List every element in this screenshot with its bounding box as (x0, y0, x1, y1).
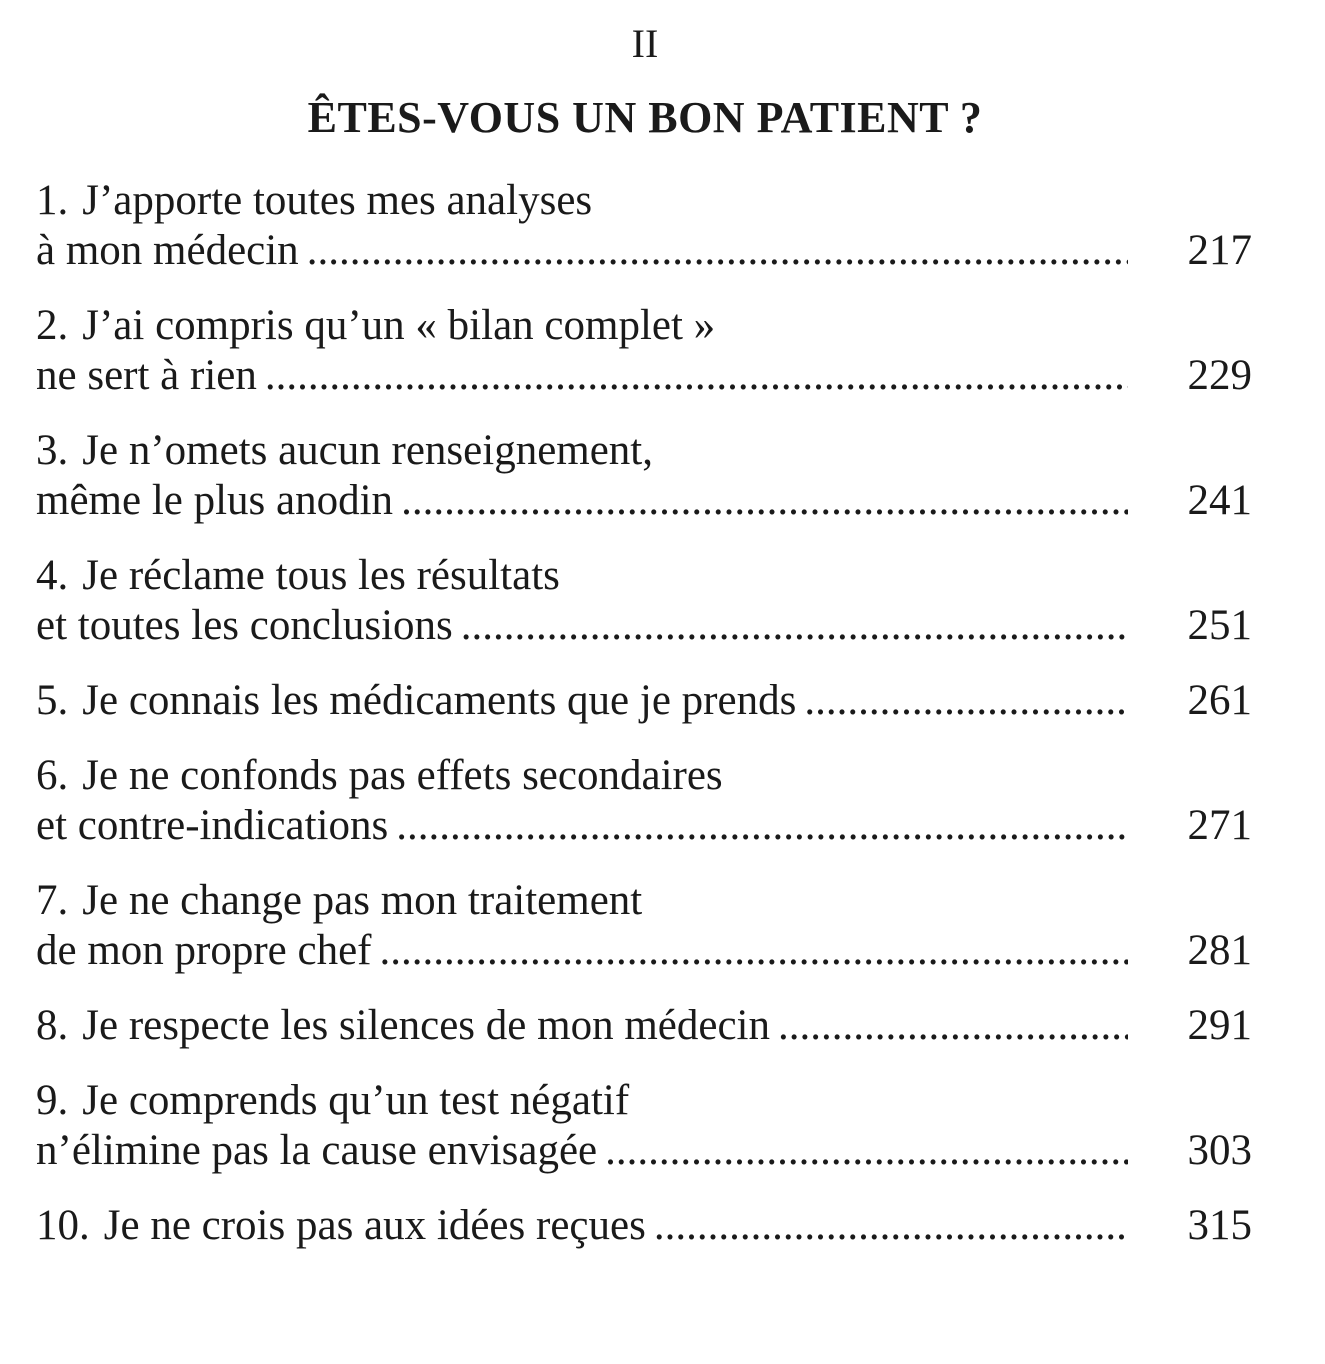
toc-entry-6[interactable] (36, 751, 1252, 876)
entry-title-line1: J’apporte toutes mes analyses (82, 177, 593, 224)
entry-title-line1: Je ne crois pas aux idées reçues (103, 1202, 646, 1249)
entry-number: 1. (36, 177, 69, 224)
toc-entry-8[interactable] (36, 1001, 1252, 1076)
dot-leader (778, 1001, 1128, 1051)
dot-leader (654, 1201, 1128, 1251)
entry-number: 3. (36, 427, 69, 474)
dot-leader (265, 351, 1128, 401)
entry-title-line1: Je ne change pas mon traitement (82, 877, 643, 924)
entry-number: 5. (36, 677, 69, 724)
entry-page-number: 241 (1187, 477, 1252, 524)
toc-entry-10[interactable] (36, 1201, 1252, 1276)
toc-entry-4[interactable] (36, 551, 1252, 676)
entry-number: 7. (36, 877, 69, 924)
entry-page-number: 217 (1187, 227, 1252, 274)
entry-page-number: 291 (1187, 1002, 1252, 1049)
entry-page-number: 281 (1187, 927, 1252, 974)
toc-entry-1[interactable] (36, 176, 1252, 301)
entry-title-line2: n’élimine pas la cause envisagée (36, 1127, 598, 1174)
entry-number: 10. (36, 1202, 90, 1249)
entry-title-line2: et toutes les conclusions (36, 602, 453, 649)
entry-title-line1: Je comprends qu’un test négatif (82, 1077, 630, 1124)
entry-title-line1: J’ai compris qu’un « bilan complet » (82, 302, 716, 349)
entry-title-line2: de mon propre chef (36, 927, 372, 974)
part-title: ÊTES-VOUS UN BON PATIENT ? (307, 93, 983, 142)
entry-number: 9. (36, 1077, 69, 1124)
entry-title-line1: Je n’omets aucun renseignement, (82, 427, 654, 474)
entry-title-line1: Je respecte les silences de mon médecin (82, 1002, 770, 1049)
entry-number: 2. (36, 302, 69, 349)
entry-number: 4. (36, 552, 69, 599)
toc-entry-3[interactable] (36, 426, 1252, 551)
entry-title-line1: Je réclame tous les résultats (82, 552, 560, 599)
entry-page-number: 229 (1187, 352, 1252, 399)
entry-page-number: 261 (1187, 677, 1252, 724)
entry-number: 8. (36, 1002, 69, 1049)
toc-entry-5[interactable] (36, 676, 1252, 751)
entry-page-number: 303 (1187, 1127, 1252, 1174)
entry-title-line2: et contre-indications (36, 802, 389, 849)
entry-title-line2: ne sert à rien (36, 352, 257, 399)
entry-page-number: 315 (1187, 1202, 1252, 1249)
dot-leader (401, 476, 1128, 526)
toc-entry-9[interactable] (36, 1076, 1252, 1201)
dot-leader (605, 1126, 1128, 1176)
entry-page-number: 251 (1187, 602, 1252, 649)
dot-leader (307, 226, 1128, 276)
entry-title-line1: Je ne confonds pas effets secondaires (82, 752, 723, 799)
dot-leader (396, 801, 1128, 851)
part-number: II (631, 21, 659, 66)
toc-entry-7[interactable] (36, 876, 1252, 1001)
dot-leader (461, 601, 1128, 651)
dot-leader (804, 676, 1128, 726)
entry-page-number: 271 (1187, 802, 1252, 849)
entry-number: 6. (36, 752, 69, 799)
toc-entry-2[interactable] (36, 301, 1252, 426)
dot-leader (380, 926, 1129, 976)
entry-title-line2: même le plus anodin (36, 477, 394, 524)
table-of-contents (36, 176, 1252, 1276)
entry-title-line1: Je connais les médicaments que je prends (82, 677, 797, 724)
entry-title-line2: à mon médecin (36, 227, 299, 274)
